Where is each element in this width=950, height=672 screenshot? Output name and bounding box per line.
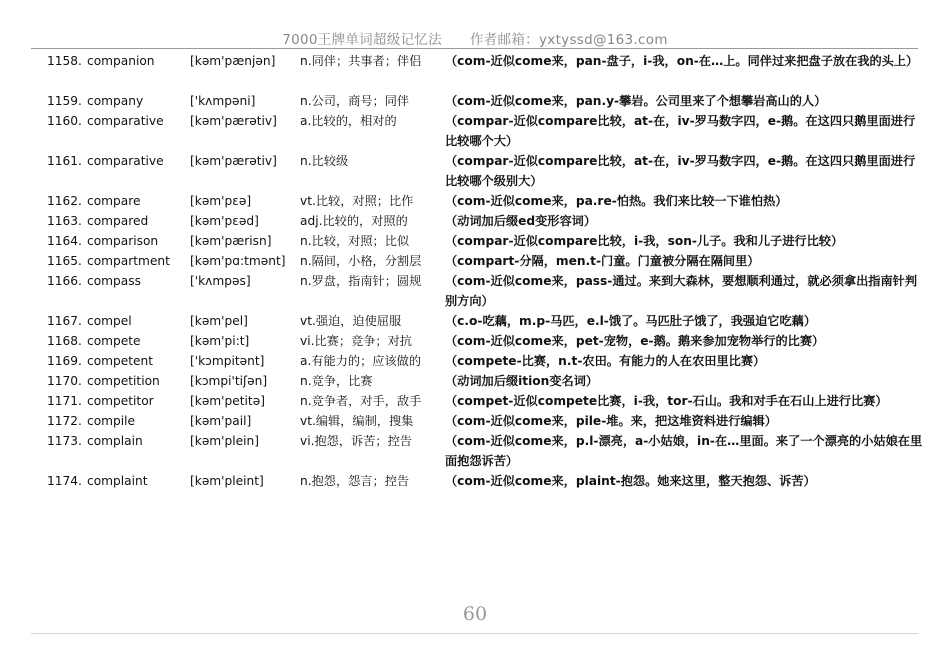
entry-word: compare — [87, 194, 141, 208]
page-number: 60 — [462, 603, 488, 625]
entry-word: comparison — [87, 234, 159, 248]
entry-phonetic: [kəm'pænjən] — [190, 54, 276, 68]
entry-number: 1160. — [47, 114, 82, 128]
entry-number: 1167. — [47, 314, 82, 328]
entry-word: compared — [87, 214, 149, 228]
entry-definition: vt.比较，对照；比作 — [300, 194, 414, 208]
entry-number: 1162. — [47, 194, 82, 208]
entry-phonetic: [kəm'plein] — [190, 434, 260, 448]
entry-1170 — [47, 371, 927, 391]
entry-definition: vt.强迫，迫使屈服 — [300, 314, 402, 328]
entry-number: 1158. — [47, 54, 82, 68]
entry-mnemonic: （com-近似come来，plaint-抱怨。她来这里，整天抱怨、诉苦） — [445, 474, 816, 488]
entry-1161 — [47, 151, 927, 191]
entry-phonetic: [kəm'pi:t] — [190, 334, 250, 348]
entry-1166 — [47, 271, 927, 311]
entry-mnemonic: （com-近似come来，pile-堆。来，把这堆资料进行编辑） — [445, 414, 777, 428]
entry-phonetic: [kəm'pail] — [190, 414, 252, 428]
entry-word: compartment — [87, 254, 170, 268]
entry-definition: n.隔间，小格，分割层 — [300, 254, 422, 268]
entry-word: compel — [87, 314, 132, 328]
entry-1167 — [47, 311, 927, 331]
entry-word: companion — [87, 54, 155, 68]
entry-number: 1159. — [47, 94, 82, 108]
entry-mnemonic: （compart-分隔，men.t-门童。门童被分隔在隔间里） — [445, 254, 760, 268]
entry-number: 1165. — [47, 254, 82, 268]
entry-word: competent — [87, 354, 154, 368]
entry-phonetic: [kəm'pɛə] — [190, 194, 252, 208]
entry-definition: n.抱怨，怨言；控告 — [300, 474, 410, 488]
book-title: 7000王牌单词超级记忆法 — [282, 32, 442, 48]
page-header — [0, 28, 950, 48]
entry-number: 1171. — [47, 394, 82, 408]
entry-1165 — [47, 251, 927, 271]
entry-definition: n.竞争者，对手，敌手 — [300, 394, 422, 408]
entry-mnemonic: （com-近似come来，pet-宠物，e-鹅。鹅来参加宠物举行的比赛） — [445, 334, 825, 348]
entry-number: 1174. — [47, 474, 82, 488]
entry-mnemonic: （c.o-吃藕，m.p-马匹，e.l-饿了。马匹肚子饿了，我强迫它吃藕） — [445, 314, 817, 328]
entry-word: comparative — [87, 114, 164, 128]
entry-word: competition — [87, 374, 160, 388]
entry-word: complain — [87, 434, 143, 448]
entry-definition: vt.编辑，编制，搜集 — [300, 414, 414, 428]
entry-definition: vi.比赛；竞争；对抗 — [300, 334, 412, 348]
entry-number: 1172. — [47, 414, 82, 428]
entry-mnemonic: （动词加后缀ed变形容词） — [445, 214, 597, 228]
entry-1159 — [47, 91, 927, 111]
entry-definition: n.同伴；共事者；伴侣 — [300, 54, 422, 68]
entry-definition: n.罗盘，指南针；圆规 — [300, 274, 422, 288]
entry-mnemonic: （com-近似come来，pass-通过。来到大森林，要想顺利通过，就必须拿出指南针判别方向） — [445, 274, 918, 308]
entry-1174 — [47, 471, 927, 491]
entry-phonetic: [kəm'pɛəd] — [190, 214, 259, 228]
entry-phonetic: [kəm'pɑ:tmənt] — [190, 254, 286, 268]
entry-word: company — [87, 94, 144, 108]
entry-mnemonic: （compar-近似compare比较，at-在，iv-罗马数字四，e-鹅。在这四只鹅里面进行比较哪个级别大） — [445, 154, 916, 188]
entry-list — [47, 51, 927, 491]
entry-1171 — [47, 391, 927, 411]
entry-number: 1170. — [47, 374, 82, 388]
entry-number: 1168. — [47, 334, 82, 348]
entry-mnemonic: （com-近似come来，pan.y-攀岩。公司里来了个想攀岩高山的人） — [445, 94, 827, 108]
entry-word: competitor — [87, 394, 154, 408]
entry-1172 — [47, 411, 927, 431]
entry-word: complaint — [87, 474, 148, 488]
entry-mnemonic: （com-近似come来，pan-盘子，i-我，on-在…上。同伴过来把盘子放在我的头上） — [445, 54, 919, 68]
entry-1162 — [47, 191, 927, 211]
entry-number: 1173. — [47, 434, 82, 448]
header-rule — [31, 48, 918, 49]
entry-phonetic: [kəm'pærisn] — [190, 234, 272, 248]
entry-mnemonic: （com-近似come来，pa.re-怕热。我们来比较一下谁怕热） — [445, 194, 788, 208]
entry-number: 1169. — [47, 354, 82, 368]
entry-word: compile — [87, 414, 136, 428]
entry-definition: n.比较级 — [300, 154, 349, 168]
entry-definition: n.竞争，比赛 — [300, 374, 373, 388]
author-email: 作者邮箱：yxtyssd@163.com — [469, 32, 668, 48]
entry-phonetic: [kəm'pel] — [190, 314, 248, 328]
entry-1168 — [47, 331, 927, 351]
entry-definition: n.公司，商号；同伴 — [300, 94, 410, 108]
entry-phonetic: [kəm'pærətiv] — [190, 114, 277, 128]
entry-definition: a.比较的，相对的 — [300, 114, 397, 128]
entry-phonetic: ['kʌmpəs] — [190, 274, 251, 288]
entry-number: 1161. — [47, 154, 82, 168]
entry-mnemonic: （compete-比赛，n.t-农田。有能力的人在农田里比赛） — [445, 354, 766, 368]
entry-number: 1164. — [47, 234, 82, 248]
entry-phonetic: [kəm'pleint] — [190, 474, 264, 488]
entry-number: 1163. — [47, 214, 82, 228]
entry-definition: vi.抱怨，诉苦；控告 — [300, 434, 412, 448]
entry-phonetic: ['kʌmpəni] — [190, 94, 256, 108]
entry-mnemonic: （compar-近似compare比较，at-在，iv-罗马数字四，e-鹅。在这四只鹅里面进行比较哪个大） — [445, 114, 916, 148]
entry-1163 — [47, 211, 927, 231]
entry-phonetic: ['kɔmpitənt] — [190, 354, 265, 368]
entry-phonetic: [kɔmpi'tiʃən] — [190, 374, 268, 388]
entry-word: comparative — [87, 154, 164, 168]
entry-1164 — [47, 231, 927, 251]
entry-mnemonic: （com-近似come来，p.l-漂亮，a-小姑娘，in-在…里面。来了一个漂亮的小姑娘在里面抱怨诉苦） — [445, 434, 923, 468]
entry-word: compass — [87, 274, 141, 288]
entry-1158 — [47, 51, 927, 91]
entry-definition: adj.比较的，对照的 — [300, 214, 408, 228]
entry-1160 — [47, 111, 927, 151]
entry-definition: a.有能力的；应该做的 — [300, 354, 422, 368]
entry-definition: n.比较，对照；比似 — [300, 234, 410, 248]
entry-1169 — [47, 351, 927, 371]
entry-mnemonic: （动词加后缀ition变名词） — [445, 374, 599, 388]
entry-phonetic: [kəm'pærətiv] — [190, 154, 277, 168]
entry-word: compete — [87, 334, 141, 348]
footer-rule — [31, 633, 918, 634]
entry-number: 1166. — [47, 274, 82, 288]
entry-mnemonic: （compar-近似compare比较，i-我，son-儿子。我和儿子进行比较） — [445, 234, 844, 248]
entry-1173 — [47, 431, 927, 471]
entry-mnemonic: （compet-近似compete比赛，i-我，tor-石山。我和对手在石山上进行比赛） — [445, 394, 888, 408]
entry-phonetic: [kəm'petitə] — [190, 394, 265, 408]
